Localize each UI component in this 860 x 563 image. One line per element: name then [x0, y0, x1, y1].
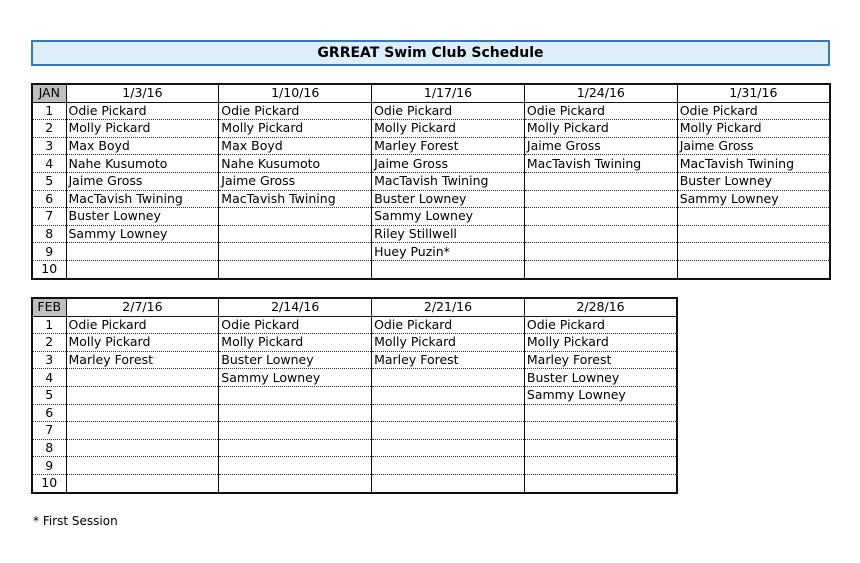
swimmer-cell: Marley Forest: [372, 351, 525, 369]
swimmer-cell: Buster Lowney: [219, 351, 372, 369]
swimmer-cell: MacTavish Twining: [677, 155, 830, 173]
table-row: [32, 351, 677, 369]
swimmer-cell: [524, 172, 677, 190]
swimmer-cell: Riley Stillwell: [372, 225, 525, 243]
swimmer-cell: Max Boyd: [219, 137, 372, 155]
swimmer-cell: Buster Lowney: [524, 369, 677, 387]
swimmer-cell: [524, 243, 677, 261]
swimmer-cell: Nahe Kusumoto: [219, 155, 372, 173]
swimmer-cell: [66, 404, 219, 422]
swimmer-cell: Molly Pickard: [372, 334, 525, 352]
swimmer-cell: Jaime Gross: [219, 172, 372, 190]
swimmer-cell: Buster Lowney: [372, 190, 525, 208]
swimmer-cell: Sammy Lowney: [66, 225, 219, 243]
swimmer-cell: [524, 474, 677, 492]
swimmer-cell: Molly Pickard: [524, 334, 677, 352]
swimmer-cell: Jaime Gross: [677, 137, 830, 155]
month-label: FEB: [32, 298, 66, 316]
swimmer-cell: [677, 208, 830, 226]
header-row: [32, 84, 830, 102]
swimmer-cell: [524, 260, 677, 278]
swimmer-cell: Jaime Gross: [524, 137, 677, 155]
schedule-title: GRREAT Swim Club Schedule: [31, 40, 830, 66]
swimmer-cell: MacTavish Twining: [524, 155, 677, 173]
swimmer-cell: Sammy Lowney: [219, 369, 372, 387]
swimmer-cell: Odie Pickard: [372, 316, 525, 334]
swimmer-cell: [219, 225, 372, 243]
swimmer-cell: [677, 243, 830, 261]
swimmer-cell: [372, 369, 525, 387]
swimmer-cell: Odie Pickard: [524, 316, 677, 334]
swimmer-cell: [677, 260, 830, 278]
swimmer-cell: [219, 457, 372, 475]
table-row: [32, 404, 677, 422]
swimmer-cell: Marley Forest: [66, 351, 219, 369]
swimmer-cell: Jaime Gross: [66, 172, 219, 190]
swimmer-cell: Buster Lowney: [677, 172, 830, 190]
swimmer-cell: [524, 422, 677, 440]
swimmer-cell: MacTavish Twining: [372, 172, 525, 190]
swimmer-cell: Sammy Lowney: [372, 208, 525, 226]
date-header: 1/17/16: [372, 84, 525, 102]
slot-number: 4: [32, 155, 66, 173]
swimmer-cell: Max Boyd: [66, 137, 219, 155]
swimmer-cell: Odie Pickard: [219, 316, 372, 334]
swimmer-cell: [372, 457, 525, 475]
slot-number: 2: [32, 334, 66, 352]
table-row: [32, 190, 830, 208]
swimmer-cell: Molly Pickard: [524, 120, 677, 138]
swimmer-cell: Sammy Lowney: [524, 386, 677, 404]
swimmer-cell: Jaime Gross: [372, 155, 525, 173]
footnote: * First Session: [33, 514, 118, 528]
table-row: [32, 369, 677, 387]
swimmer-cell: [66, 369, 219, 387]
swimmer-cell: [219, 243, 372, 261]
swimmer-cell: Odie Pickard: [66, 102, 219, 120]
swimmer-cell: Molly Pickard: [219, 120, 372, 138]
table-row: [32, 422, 677, 440]
slot-number: 8: [32, 439, 66, 457]
swimmer-cell: Odie Pickard: [372, 102, 525, 120]
swimmer-cell: Molly Pickard: [677, 120, 830, 138]
swimmer-cell: [219, 474, 372, 492]
table-row: [32, 260, 830, 278]
swimmer-cell: Marley Forest: [524, 351, 677, 369]
swimmer-cell: Odie Pickard: [219, 102, 372, 120]
swimmer-cell: [524, 190, 677, 208]
swimmer-cell: Nahe Kusumoto: [66, 155, 219, 173]
swimmer-cell: [66, 422, 219, 440]
date-header: 2/14/16: [219, 298, 372, 316]
table-row: [32, 386, 677, 404]
swimmer-cell: [66, 439, 219, 457]
swimmer-cell: [372, 386, 525, 404]
swimmer-cell: [219, 404, 372, 422]
table-row: [32, 172, 830, 190]
swimmer-cell: [66, 474, 219, 492]
swimmer-cell: [66, 386, 219, 404]
slot-number: 1: [32, 316, 66, 334]
slot-number: 9: [32, 457, 66, 475]
table-row: [32, 208, 830, 226]
swimmer-cell: [524, 404, 677, 422]
slot-number: 4: [32, 369, 66, 387]
slot-number: 2: [32, 120, 66, 138]
swimmer-cell: [524, 457, 677, 475]
date-header: 1/3/16: [66, 84, 219, 102]
swimmer-cell: [66, 243, 219, 261]
swimmer-cell: [524, 439, 677, 457]
table-row: [32, 457, 677, 475]
slot-number: 5: [32, 172, 66, 190]
swimmer-cell: [372, 422, 525, 440]
table-row: [32, 439, 677, 457]
feb-schedule-table: [31, 297, 678, 494]
table-row: [32, 102, 830, 120]
swimmer-cell: Odie Pickard: [66, 316, 219, 334]
swimmer-cell: Odie Pickard: [524, 102, 677, 120]
swimmer-cell: [372, 439, 525, 457]
slot-number: 6: [32, 404, 66, 422]
table-row: [32, 334, 677, 352]
slot-number: 10: [32, 260, 66, 278]
slot-number: 8: [32, 225, 66, 243]
table-row: [32, 474, 677, 492]
table-row: [32, 225, 830, 243]
swimmer-cell: [66, 260, 219, 278]
slot-number: 5: [32, 386, 66, 404]
swimmer-cell: Marley Forest: [372, 137, 525, 155]
swimmer-cell: MacTavish Twining: [219, 190, 372, 208]
slot-number: 7: [32, 422, 66, 440]
date-header: 2/7/16: [66, 298, 219, 316]
swimmer-cell: [524, 208, 677, 226]
table-row: [32, 243, 830, 261]
slot-number: 1: [32, 102, 66, 120]
header-row: [32, 298, 677, 316]
swimmer-cell: [677, 225, 830, 243]
slot-number: 3: [32, 137, 66, 155]
swimmer-cell: Molly Pickard: [66, 334, 219, 352]
swimmer-cell: [219, 439, 372, 457]
swimmer-cell: [219, 422, 372, 440]
swimmer-cell: Molly Pickard: [66, 120, 219, 138]
swimmer-cell: Molly Pickard: [372, 120, 525, 138]
table-row: [32, 120, 830, 138]
swimmer-cell: [219, 386, 372, 404]
swimmer-cell: [372, 474, 525, 492]
slot-number: 9: [32, 243, 66, 261]
swimmer-cell: [372, 404, 525, 422]
swimmer-cell: [219, 260, 372, 278]
swimmer-cell: Buster Lowney: [66, 208, 219, 226]
date-header: 1/24/16: [524, 84, 677, 102]
slot-number: 6: [32, 190, 66, 208]
swimmer-cell: [372, 260, 525, 278]
table-row: [32, 137, 830, 155]
swimmer-cell: [219, 208, 372, 226]
swimmer-cell: Huey Puzin*: [372, 243, 525, 261]
swimmer-cell: Odie Pickard: [677, 102, 830, 120]
date-header: 1/10/16: [219, 84, 372, 102]
swimmer-cell: [524, 225, 677, 243]
slot-number: 7: [32, 208, 66, 226]
table-row: [32, 155, 830, 173]
swimmer-cell: MacTavish Twining: [66, 190, 219, 208]
swimmer-cell: Sammy Lowney: [677, 190, 830, 208]
date-header: 1/31/16: [677, 84, 830, 102]
date-header: 2/28/16: [524, 298, 677, 316]
month-label: JAN: [32, 84, 66, 102]
date-header: 2/21/16: [372, 298, 525, 316]
swimmer-cell: Molly Pickard: [219, 334, 372, 352]
swimmer-cell: [66, 457, 219, 475]
table-row: [32, 316, 677, 334]
slot-number: 3: [32, 351, 66, 369]
jan-schedule-table: [31, 83, 831, 280]
slot-number: 10: [32, 474, 66, 492]
